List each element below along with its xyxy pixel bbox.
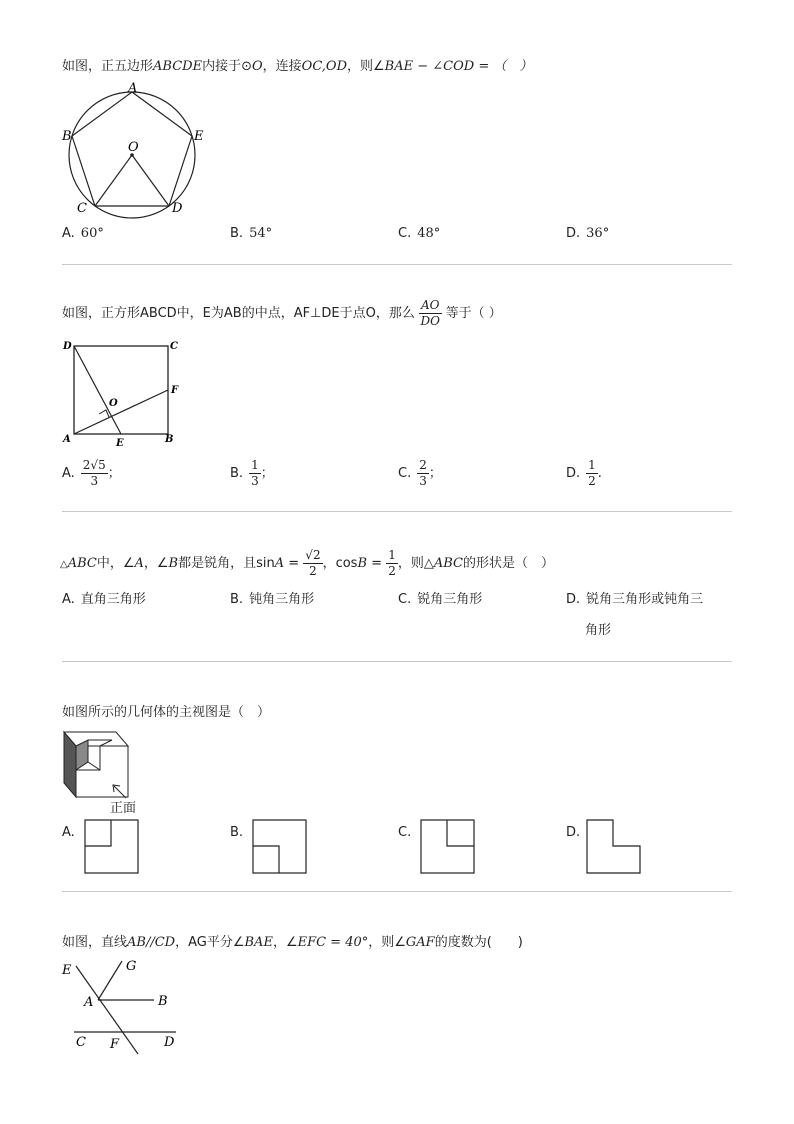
q4-a-inner xyxy=(85,820,111,846)
divider-1 xyxy=(62,264,732,265)
q2-option-c[interactable]: C. $\frac{2}{3}$ ； xyxy=(398,458,442,488)
q2-seg-de xyxy=(74,346,121,434)
q4-option-c[interactable]: C. xyxy=(398,825,412,840)
q2-square xyxy=(74,346,168,434)
q4-stem: 如图所示的几何体的主视图是（ ） xyxy=(62,705,271,720)
divider-2 xyxy=(62,511,732,512)
q5-label-f: F xyxy=(110,1037,120,1052)
q1-label-b: B xyxy=(62,129,72,144)
q1-seg-oc xyxy=(95,155,132,206)
q4-d-outline xyxy=(587,820,640,873)
q1-label-e: E xyxy=(194,129,204,144)
q2-label-a: A xyxy=(63,434,71,445)
q5-label-c: C xyxy=(76,1035,86,1050)
q3-option-a[interactable]: A. 直角三角形 xyxy=(62,592,146,607)
q1-stem: 如图，正五边形ABCDE内接于⊙O，连接OC,OD，则∠BAE − ∠COD = （ ） xyxy=(62,59,533,74)
divider-3 xyxy=(62,661,732,662)
q2-option-a[interactable]: A. $\frac{2√5}{3}$ ； xyxy=(62,458,121,488)
divider-4 xyxy=(62,891,732,892)
q1-label-o: O xyxy=(128,140,139,155)
q4-option-d-figure[interactable] xyxy=(586,819,642,875)
q3-stem: △ABC中，∠A，∠B都是锐角，且sinA = $\frac{√2}{2}$ ，cosB = $\frac{1}{2}$ ，则△ABC的形状是（ ） xyxy=(60,548,554,578)
q2-stem: 如图，正方形ABCD中，E为AB的中点，AF⊥DE于点O，那么 $\frac{AO}{DO}$ 等于（ ） xyxy=(62,298,502,328)
q4-front-label: 正面 xyxy=(110,801,137,816)
q5-label-b: B xyxy=(158,994,168,1009)
q2-option-b[interactable]: B. $\frac{1}{3}$ ； xyxy=(230,458,274,488)
q2-option-d[interactable]: D. $\frac{1}{2}$ . xyxy=(566,458,602,488)
q3-option-d[interactable]: D. 锐角三角形或钝角三 xyxy=(566,592,704,607)
q4-option-a-figure[interactable] xyxy=(84,819,140,875)
q4-option-b-figure[interactable] xyxy=(252,819,308,875)
q1-label-d: D xyxy=(172,201,183,216)
q5-stem: 如图，直线AB//CD，AG平分∠BAE，∠EFC = 40°，则∠GAF的度数为( ) xyxy=(62,935,523,950)
q1-label-c: C xyxy=(77,201,87,216)
q2-label-e: E xyxy=(116,438,124,449)
q4-c-inner xyxy=(447,820,474,846)
q5-label-e: E xyxy=(62,963,72,978)
q1-option-b[interactable]: B. 54° xyxy=(230,226,273,241)
q1-option-d[interactable]: D. 36° xyxy=(566,226,610,241)
q3-option-c[interactable]: C. 锐角三角形 xyxy=(398,592,483,607)
q1-seg-od xyxy=(132,155,169,206)
q5-label-d: D xyxy=(164,1035,175,1050)
q3-cos-fraction: $\frac{1}{2}$ xyxy=(388,548,396,578)
q4-option-d[interactable]: D. xyxy=(566,825,581,840)
q2-stem-fraction: $\frac{AO}{DO}$ xyxy=(420,298,440,328)
q4-option-a[interactable]: A. xyxy=(62,825,75,840)
q2-label-f: F xyxy=(171,385,179,396)
q2-square-figure xyxy=(60,336,190,451)
q1-option-c[interactable]: C. 48° xyxy=(398,226,441,241)
q2-label-c: C xyxy=(170,341,178,352)
q4-option-b[interactable]: B. xyxy=(230,825,244,840)
q3-option-b[interactable]: B. 钝角三角形 xyxy=(230,592,315,607)
q3-option-d-wrap: 角形 xyxy=(585,623,612,638)
q5-label-g: G xyxy=(126,959,137,974)
q3-sin-fraction: $\frac{√2}{2}$ xyxy=(305,548,321,578)
q5-ray-ag xyxy=(98,961,122,1000)
q2-seg-af xyxy=(74,390,168,434)
q4-b-inner xyxy=(253,846,279,873)
q2-label-o: O xyxy=(109,398,118,409)
q4-solid-figure xyxy=(60,726,150,820)
q1-pentagon-figure xyxy=(60,80,210,220)
q2-right-angle-mark xyxy=(99,410,109,417)
q2-label-b: B xyxy=(165,434,174,445)
q1-option-a[interactable]: A. 60° xyxy=(62,226,104,241)
q5-parallel-lines-figure xyxy=(58,956,188,1056)
q5-label-a: A xyxy=(84,995,94,1010)
q4-top-face xyxy=(64,732,128,746)
q4-option-c-figure[interactable] xyxy=(420,819,476,875)
q2-label-d: D xyxy=(63,341,72,352)
q1-label-a: A xyxy=(128,81,138,96)
